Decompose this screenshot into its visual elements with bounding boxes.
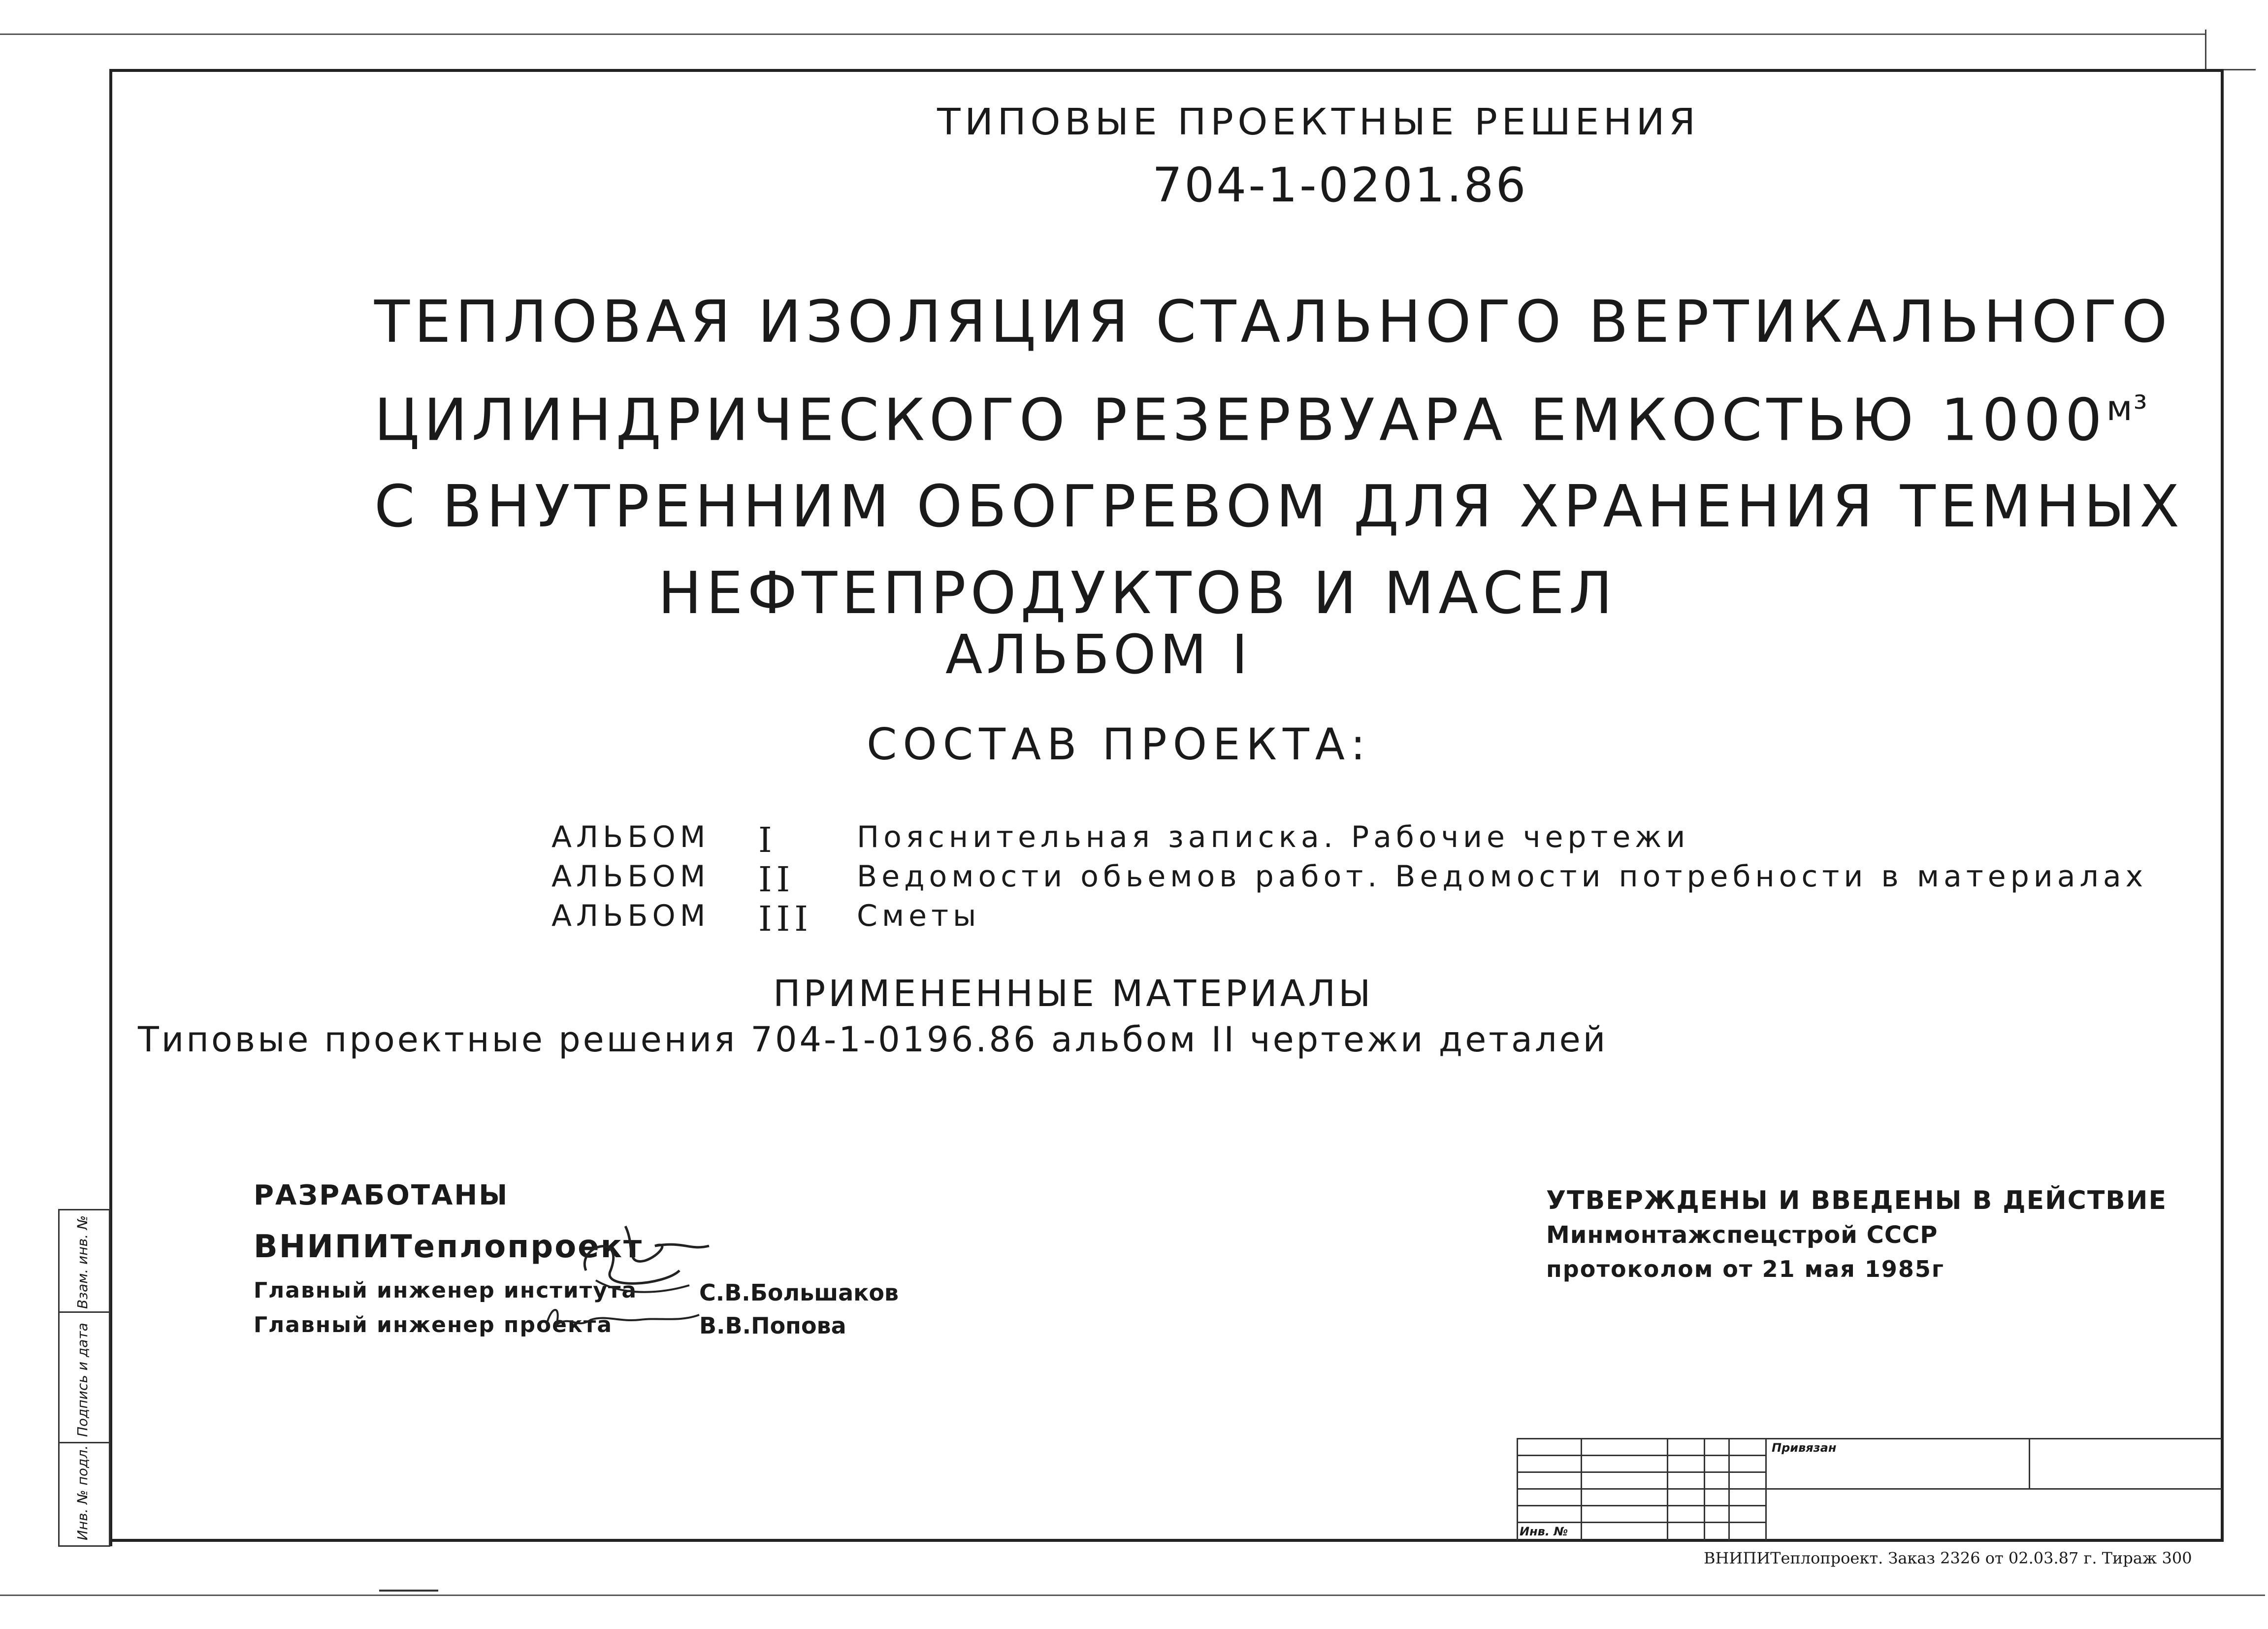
- side-label-signature-date: Подпись и дата: [74, 1323, 91, 1437]
- stamp-line: [1517, 1488, 2222, 1490]
- title-line-2: [374, 365, 2148, 463]
- stamp-line: [1517, 1522, 1765, 1523]
- approval-protocol: протоколом от 21 мая 1985г: [1546, 1256, 1944, 1282]
- frame-top: [111, 69, 2223, 72]
- approved-heading: УТВЕРЖДЕНЫ И ВВЕДЕНЫ В ДЕЙСТВИЕ: [1546, 1186, 2167, 1215]
- title-unit: м³: [2106, 388, 2148, 428]
- side-strip-divider: [60, 1442, 109, 1443]
- title-line-3: С ВНУТРЕННИМ ОБОГРЕВОМ ДЛЯ ХРАНЕНИЯ ТЕМНЫХ: [374, 472, 2184, 541]
- applied-materials-line: Типовые проектные решения 704-1-0196.86 альбом II чертежи деталей: [138, 1019, 1608, 1060]
- developed-heading: РАЗРАБОТАНЫ: [254, 1179, 509, 1211]
- composition-item: [551, 899, 981, 939]
- main-title: [374, 278, 2184, 636]
- composition-item-text: Ведомости обьемов работ. Ведомости потребности в материалах: [857, 859, 2148, 894]
- chief-engineer-institute-name: С.В.Большаков: [699, 1279, 899, 1306]
- corner-box: [2205, 30, 2256, 70]
- stamp-inv-label: Инв. №: [1520, 1525, 1568, 1538]
- side-label-replace-inv: Взам. инв. №: [74, 1215, 91, 1309]
- title-line-2-text: ЦИЛИНДРИЧЕСКОГО РЕЗЕРВУАРА ЕМКОСТЬЮ 1000: [374, 386, 2106, 454]
- stamp-line: [1517, 1471, 1765, 1473]
- composition-item-number: III: [758, 899, 812, 939]
- composition-item-label: АЛЬБОМ: [551, 820, 710, 854]
- side-label-original-inv: Инв. № подл.: [74, 1445, 91, 1540]
- applied-materials-heading: ПРИМЕНЕННЫЕ МАТЕРИАЛЫ: [773, 973, 1374, 1015]
- project-code: 704-1-0201.86: [1152, 158, 1528, 213]
- signature-1: [566, 1211, 724, 1300]
- album-title: АЛЬБОМ I: [945, 623, 1252, 686]
- composition-item-number: II: [758, 859, 795, 900]
- stamp-line: [2029, 1438, 2030, 1488]
- chief-engineer-project-role: Главный инженер проекта: [254, 1312, 613, 1337]
- composition-item-label: АЛЬБОМ: [551, 899, 710, 933]
- series-title: ТИПОВЫЕ ПРОЕКТНЫЕ РЕШЕНИЯ: [937, 101, 1700, 143]
- composition-item-text: Пояснительная записка. Рабочие чертежи: [857, 820, 1690, 854]
- chief-engineer-institute-role: Главный инженер института: [254, 1278, 638, 1303]
- signature-2: [542, 1295, 704, 1339]
- frame-right: [2221, 69, 2224, 1541]
- side-registration-strip: [58, 1209, 110, 1547]
- stamp-line: [1517, 1455, 1765, 1456]
- side-strip-divider: [60, 1311, 109, 1313]
- developer-organization: ВНИПИТеплопроект: [254, 1229, 644, 1265]
- stamp-line: [1517, 1438, 2222, 1439]
- composition-item: [551, 859, 2148, 900]
- composition-item-number: I: [758, 820, 777, 860]
- chief-engineer-project-name: В.В.Попова: [699, 1312, 846, 1339]
- print-imprint: ВНИПИТеплопроект. Заказ 2326 от 02.03.87 г. Тираж 300: [1704, 1549, 2192, 1567]
- stamp-bound-label: Привязан: [1772, 1441, 1837, 1455]
- approving-organization: Минмонтажспецстрой СССР: [1546, 1221, 1938, 1249]
- outer-trim-line-top: [0, 33, 2206, 35]
- title-line-4: НЕФТЕПРОДУКТОВ И МАСЕЛ: [658, 559, 1617, 627]
- stamp-line: [1517, 1505, 1765, 1506]
- composition-item-text: Сметы: [857, 899, 981, 933]
- bottom-tick: [379, 1590, 438, 1592]
- title-line-1: ТЕПЛОВАЯ ИЗОЛЯЦИЯ СТАЛЬНОГО ВЕРТИКАЛЬНОГО: [374, 288, 2172, 356]
- title-block-stamp: [1517, 1438, 2222, 1540]
- composition-heading: СОСТАВ ПРОЕКТА:: [867, 719, 1371, 770]
- outer-trim-line-bottom: [0, 1595, 2265, 1596]
- composition-item: [551, 820, 1690, 860]
- composition-item-label: АЛЬБОМ: [551, 859, 710, 894]
